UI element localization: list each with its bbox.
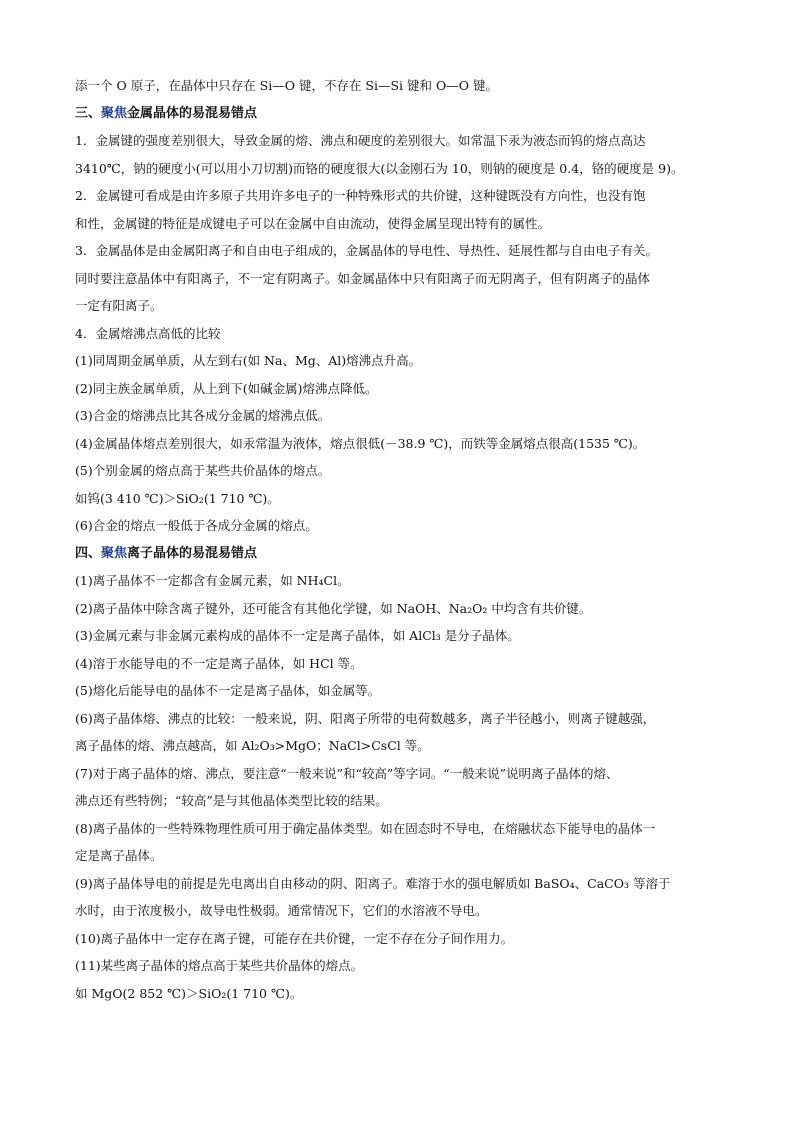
paragraph-line: 一定有阳离子。 (75, 298, 163, 313)
paragraph-line: 水时，由于浓度极小，故导电性极弱。通常情况下，它们的水溶液不导电。 (75, 903, 488, 918)
section-4-heading (75, 540, 723, 568)
paragraph-line: (3)合金的熔沸点比其各成分金属的熔沸点低。 (75, 408, 331, 423)
paragraph-line: 4．金属熔沸点高低的比较 (75, 325, 221, 341)
section-4-body (75, 567, 723, 1007)
paragraph-line: 离子晶体的熔、沸点越高，如 Al₂O₃>MgO；NaCl>CsCl 等。 (75, 738, 430, 753)
section-4-number: 四、 (75, 545, 102, 561)
section-4-highlight: 聚焦 (101, 545, 128, 561)
paragraph-line: 和性，金属键的特征是成键电子可以在金属中自由流动，使得金属呈现出特有的属性。 (75, 215, 551, 231)
paragraph-line: (7)对于离子晶体的熔、沸点，要注意“一般来说”和“较高”等字词。“一般来说”说明离子晶体的熔、 (75, 765, 619, 781)
paragraph-line: 3．金属晶体是由金属阳离子和自由电子组成的，金属晶体的导电性、导热性、延展性都与自由电子有关。 (75, 243, 658, 258)
section-3-highlight: 聚焦 (101, 105, 128, 121)
paragraph-line: 同时要注意晶体中有阳离子，不一定有阴离子。如金属晶体中只有阳离子而无阴离子，但有阴离子的晶体 (75, 270, 651, 286)
section-3-body (75, 127, 723, 540)
paragraph-line: (1)离子晶体不一定都含有金属元素，如 NH₄Cl。 (75, 573, 350, 588)
section-3-heading (75, 100, 723, 128)
paragraph-line: (4)溶于水能导电的不一定是离子晶体，如 HCl 等。 (75, 655, 363, 671)
paragraph-line: (2)离子晶体中除含离子键外，还可能含有其他化学键，如 NaOH、Na₂O₂ 中均含有共价键。 (75, 600, 592, 616)
paragraph-line: (9)离子晶体导电的前提是先电离出自由移动的阴、阳离子。难溶于水的强电解质如 BaSO₄、CaCO₃ 等溶于 (75, 875, 671, 891)
paragraph-line: (5)熔化后能导电的晶体不一定是离子晶体，如金属等。 (75, 683, 381, 698)
paragraph-line: (2)同主族金属单质，从上到下(如碱金属)熔沸点降低。 (75, 380, 378, 396)
paragraph-line: (6)离子晶体熔、沸点的比较：一般来说，阴、阳离子所带的电荷数越多，离子半径越小，则离子键越强， (75, 710, 656, 726)
paragraph-line: 如 MgO(2 852 ℃)＞SiO₂(1 710 ℃)。 (75, 985, 303, 1001)
paragraph-line: (8)离子晶体的一些特殊物理性质可用于确定晶体类型。如在固态时不导电，在熔融状态下能导电的晶体一 (75, 820, 656, 836)
section-3-title: 金属晶体的易混易错点 (127, 105, 258, 121)
section-4-title: 离子晶体的易混易错点 (127, 545, 258, 561)
paragraph-line: (3)金属元素与非金属元素构成的晶体不一定是离子晶体，如 AlCl₃ 是分子晶体。 (75, 628, 520, 643)
paragraph-line: 定是离子晶体。 (75, 848, 163, 863)
section-3-number: 三、 (75, 105, 102, 121)
paragraph-line: (4)金属晶体熔点差别很大，如汞常温为液体，熔点很低(－38.9 ℃)，而铁等金属熔点很高(1535 ℃)。 (75, 435, 646, 451)
paragraph-line: 如钨(3 410 ℃)＞SiO₂(1 710 ℃)。 (75, 490, 280, 506)
paragraph-line: 3410℃，钠的硬度小(可以用小刀切割)而铬的硬度很大(以金刚石为 10，则钠的硬度是 0.4，铬的硬度是 9)。 (75, 160, 684, 176)
paragraph-line: (1)同周期金属单质，从左到右(如 Na、Mg、Al)熔沸点升高。 (75, 353, 422, 368)
paragraph-line: (11)某些离子晶体的熔点高于某些共价晶体的熔点。 (75, 958, 364, 973)
paragraph-line: 沸点还有些特例；“较高”是与其他晶体类型比较的结果。 (75, 793, 388, 808)
paragraph-line: (6)合金的熔点一般低于各成分金属的熔点。 (75, 518, 318, 533)
document-page (75, 72, 723, 1007)
paragraph-line: (5)个别金属的熔点高于某些共价晶体的熔点。 (75, 463, 331, 478)
paragraph-line: 1．金属键的强度差别很大，导致金属的熔、沸点和硬度的差别很大。如常温下汞为液态而钨的熔点高达 (75, 133, 646, 148)
intro-line: 添一个 O 原子，在晶体中只存在 Si—O 键，不存在 Si—Si 键和 O—O 键。 (75, 78, 498, 93)
paragraph-line: 2．金属键可看成是由许多原子共用许多电子的一种特殊形式的共价键，这种键既没有方向性，也没有饱 (75, 188, 646, 203)
paragraph-line: (10)离子晶体中一定存在离子键，可能存在共价键，一定不存在分子间作用力。 (75, 930, 514, 946)
